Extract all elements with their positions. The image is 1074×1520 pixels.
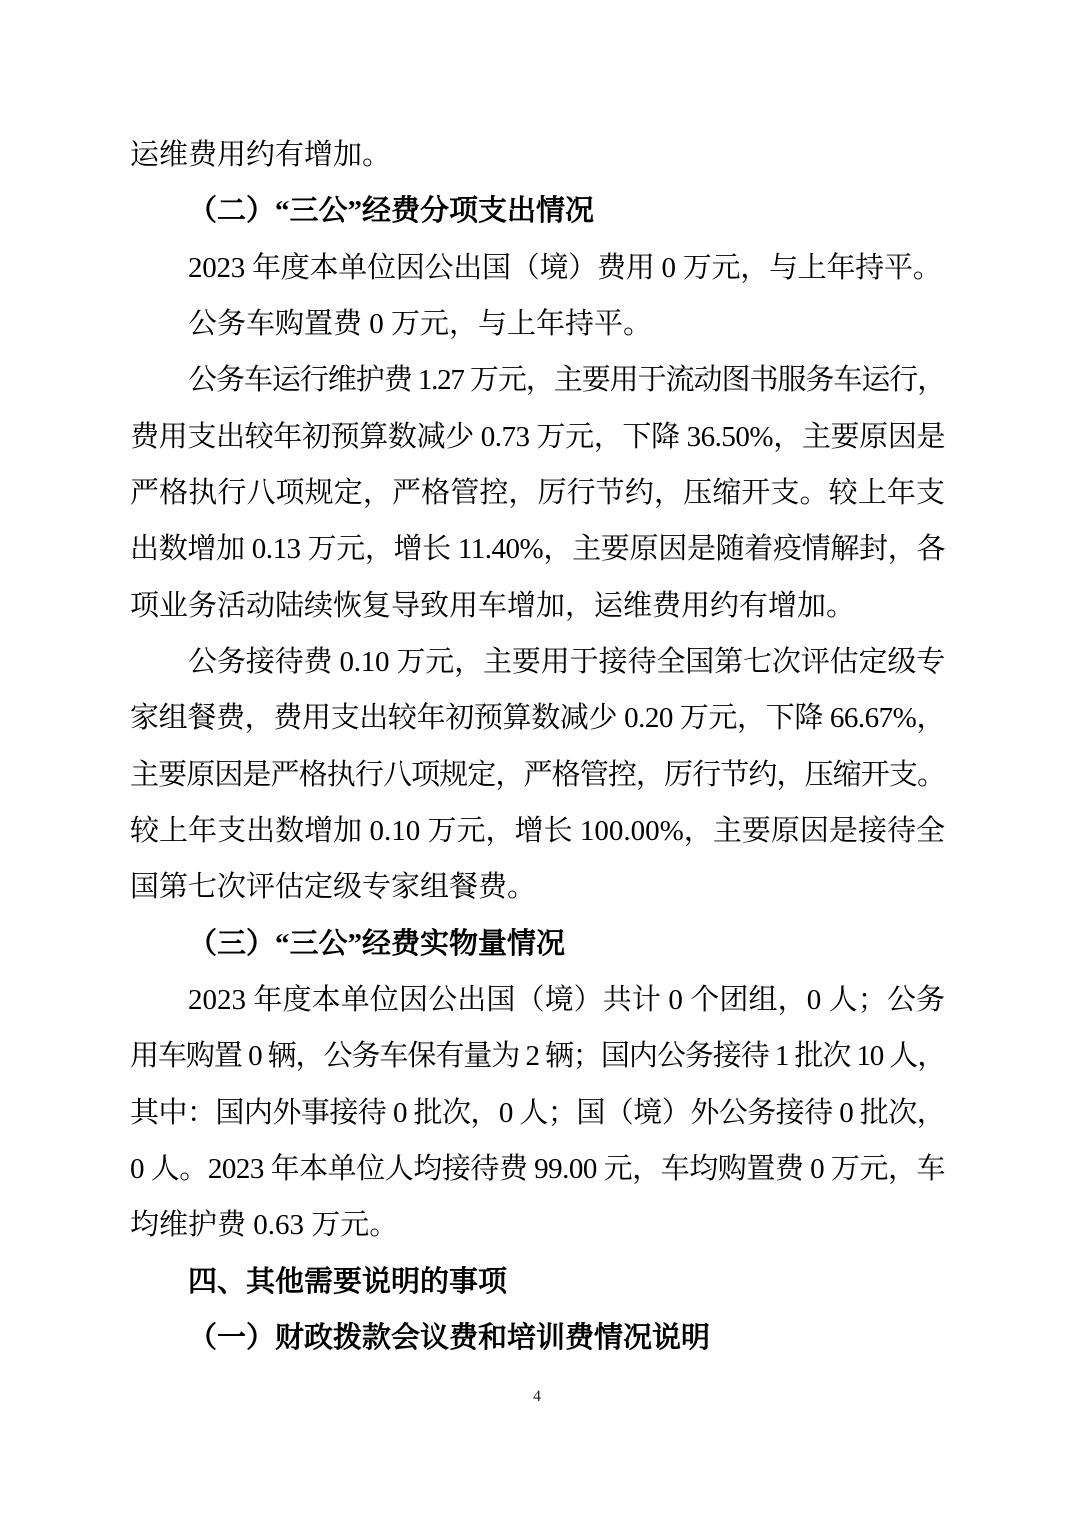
paragraph [130, 634, 945, 916]
paragraph-line: 公务接待费 0.10 万元，主要用于接待全国第七次评估定级专 [188, 645, 945, 678]
paragraph-line: 2023 年度本单位因公出国（境）费用 0 万元，与上年持平。 [188, 251, 942, 284]
paragraph-line: 项业务活动陆续恢复导致用车增加，运维费用约有增加。 [130, 589, 856, 622]
paragraph-line: 均维护费 0.63 万元。 [130, 1209, 399, 1242]
paragraph-line: 公务车运行维护费 1.27 万元，主要用于流动图书服务车运行， [188, 364, 945, 397]
paragraph-line: 国第七次评估定级专家组餐费。 [130, 871, 537, 904]
paragraph-line: 运维费用约有增加。 [130, 139, 392, 171]
paragraph [130, 296, 945, 352]
paragraph [130, 127, 945, 183]
page-number: 4 [533, 1388, 541, 1405]
paragraph-line: 家组餐费，费用支出较年初预算数减少 0.20 万元，下降 66.67%， [130, 702, 945, 735]
section-heading: （三）“三公”经费实物量情况 [188, 927, 566, 960]
paragraph-line: 2023 年度本单位因公出国（境）共计 0 个团组，0 人；公务 [188, 983, 945, 1016]
section-heading: （二）“三公”经费分项支出情况 [188, 195, 595, 228]
paragraph-line: 出数增加 0.13 万元，增长 11.40%，主要原因是随着疫情解封，各 [130, 533, 945, 566]
paragraph-line: 0 人。2023 年本单位人均接待费 99.00 元，车均购置费 0 万元，车 [130, 1152, 945, 1185]
paragraph-line: 公务车购置费 0 万元，与上年持平。 [188, 307, 653, 340]
paragraph-line: 用车购置 0 辆，公务车保有量为 2 辆；国内公务接待 1 批次 10 人， [130, 1040, 945, 1073]
paragraph [130, 240, 945, 296]
paragraph-line: 其中：国内外事接待 0 批次，0 人；国（境）外公务接待 0 批次， [130, 1096, 945, 1129]
document-page [130, 127, 945, 1366]
paragraph [130, 972, 945, 1254]
subsection-heading: （一）财政拨款会议费和培训费情况说明 [188, 1321, 711, 1354]
paragraph [130, 352, 945, 634]
part-heading: 四、其他需要说明的事项 [188, 1265, 508, 1298]
paragraph-line: 主要原因是严格执行八项规定，严格管控，厉行节约，压缩开支。 [130, 758, 945, 791]
paragraph-line: 费用支出较年初预算数减少 0.73 万元，下降 36.50%，主要原因是 [130, 420, 945, 453]
paragraph-line: 较上年支出数增加 0.10 万元，增长 100.00%，主要原因是接待全 [130, 814, 945, 847]
paragraph-line: 严格执行八项规定，严格管控，厉行节约，压缩开支。较上年支 [130, 476, 945, 509]
